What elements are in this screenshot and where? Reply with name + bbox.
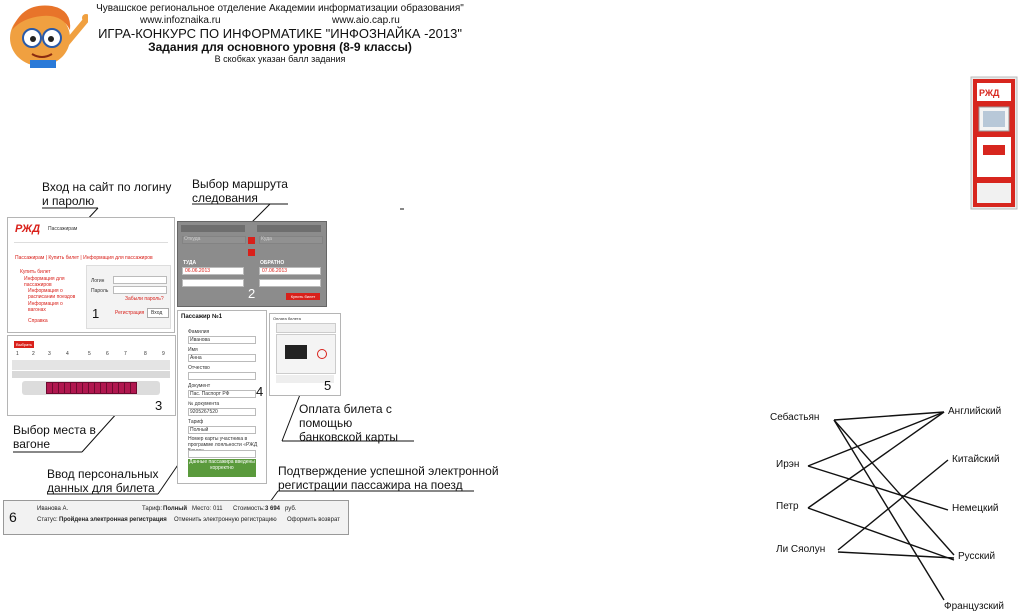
callout-seat: Выбор места в вагоне (13, 423, 96, 451)
link-line (808, 412, 944, 466)
buy-ticket-button[interactable]: Купить билет (286, 293, 320, 300)
passenger-title: Пассажир №1 (181, 314, 223, 320)
payment-title: Оплата билета (273, 316, 301, 321)
status-label: Статус: (37, 517, 58, 523)
menu-item-buy[interactable]: Купить билет (20, 269, 51, 275)
place-value: 011 (213, 506, 223, 512)
step-number-2: 2 (248, 286, 256, 301)
document-label: Документ (188, 383, 211, 389)
link-line (834, 420, 944, 600)
step-number-6: 6 (9, 509, 17, 525)
link-line (838, 552, 954, 558)
language-russian: Русский (958, 551, 996, 562)
enter-button-label: Вход (151, 310, 163, 316)
docnum-label: № документа (188, 401, 220, 407)
from-label: Откуда (184, 236, 201, 242)
col-label: 4 (66, 351, 69, 357)
refund-link[interactable]: Оформить возврат (287, 517, 340, 523)
passenger-name: Иванова А. (37, 506, 69, 512)
menu-item-wagons[interactable]: Информация о вагонах (28, 301, 63, 313)
tariff-label-6: Тариф: (142, 506, 163, 512)
col-label: 7 (124, 351, 127, 357)
register-link[interactable]: Регистрация (115, 310, 145, 316)
step-number-5: 5 (324, 378, 332, 393)
back-label: ОБРАТНО (260, 260, 285, 266)
col-label: 1 (16, 351, 19, 357)
person-sebastian: Себастьян (770, 412, 820, 423)
status-value: Пройдена электронная регистрация (59, 517, 167, 523)
col-label: 5 (88, 351, 91, 357)
document-value: Пас. Паспорт РФ (190, 391, 230, 397)
language-english: Английский (948, 406, 1002, 417)
link-line (808, 466, 948, 510)
person-iren: Ирэн (776, 459, 800, 470)
person-petr: Петр (776, 501, 799, 512)
surname-label: Фамилия (188, 329, 210, 335)
header-org: Чувашское региональное отделение Академии информатизации образования" (96, 3, 464, 14)
header-contest: ИГРА-КОНКУРС ПО ИНФОРМАТИКЕ "ИНФОЗНАЙКА -2013" (98, 26, 462, 41)
step-number-4: 4 (256, 384, 264, 399)
patronymic-label: Отчество (188, 365, 210, 371)
col-label: 3 (48, 351, 51, 357)
callout-payment: Оплата билета с помощью банковской карты (299, 402, 399, 444)
header-site-left: www.infoznaika.ru (140, 15, 221, 26)
login-breadcrumb: Пассажирам | Купить билет | Информация для пассажиров (15, 255, 153, 261)
link-line (808, 508, 954, 560)
date-back-value: 07.06.2013 (262, 268, 288, 274)
language-german: Немецкий (952, 503, 999, 514)
login-page-title: Пассажирам (48, 226, 78, 232)
place-label: Место: (192, 506, 212, 512)
menu-item-info[interactable]: Информация для пассажиров (24, 276, 65, 288)
rzd-logo: РЖД (15, 223, 41, 235)
col-label: 8 (144, 351, 147, 357)
col-label: 2 (32, 351, 35, 357)
callout-route: Выбор маршрута следования (192, 177, 288, 205)
link-line (808, 412, 944, 508)
confirm-data-button[interactable]: Данные пассажира введены корректно (188, 459, 256, 477)
col-label: 6 (106, 351, 109, 357)
callout-login: Вход на сайт по логину и паролю (42, 180, 172, 208)
cancel-registration-link[interactable]: Отменить электронную регистрацию (174, 517, 277, 523)
name-label: Имя (188, 347, 198, 353)
card-label: Номер карты участника в программе лояльности «РЖД (188, 436, 258, 448)
tariff-value-6: Полный (163, 506, 188, 512)
docnum-value: 9205267520 (190, 409, 218, 415)
step-number-1: 1 (92, 306, 100, 321)
tariff-value: Полный (190, 427, 209, 433)
currency: руб. (285, 506, 297, 512)
cost-label: Стоимость: (233, 506, 265, 512)
there-label: ТУДА (183, 260, 197, 266)
callout-personal: Ввод персональных данных для билета (47, 467, 159, 495)
language-french: Французский (944, 601, 1004, 612)
language-chinese: Китайский (952, 454, 1000, 465)
surname-value: Иванова (190, 337, 210, 343)
header-site-right: www.aio.cap.ru (332, 15, 400, 26)
person-li-syaolun: Ли Сяолун (776, 544, 826, 555)
name-value: Анна (190, 355, 202, 361)
col-label: 9 (162, 351, 165, 357)
password-label: Пароль (91, 288, 109, 294)
menu-item-help[interactable]: Справка (28, 318, 48, 324)
cost-value: 3 694 (265, 506, 281, 512)
link-line (834, 420, 954, 555)
to-label: Куда (261, 236, 272, 242)
header-level: Задания для основного уровня (8-9 классы) (148, 40, 412, 54)
select-button[interactable]: Выбрать (15, 342, 33, 347)
date-there-value: 06.06.2013 (185, 268, 211, 274)
terminal-brand: РЖД (979, 88, 1000, 98)
menu-item-schedule[interactable]: Информация о расписании поездов (28, 288, 76, 300)
forgot-password-link[interactable]: Забыли пароль? (125, 296, 164, 302)
tariff-label: Тариф (188, 419, 204, 425)
step-number-3: 3 (155, 398, 163, 413)
callout-confirm: Подтверждение успешной электронной регистрации пассажира на поезд (278, 464, 499, 492)
header-note: В скобках указан балл задания (214, 54, 346, 64)
login-label: Логин (91, 278, 105, 284)
